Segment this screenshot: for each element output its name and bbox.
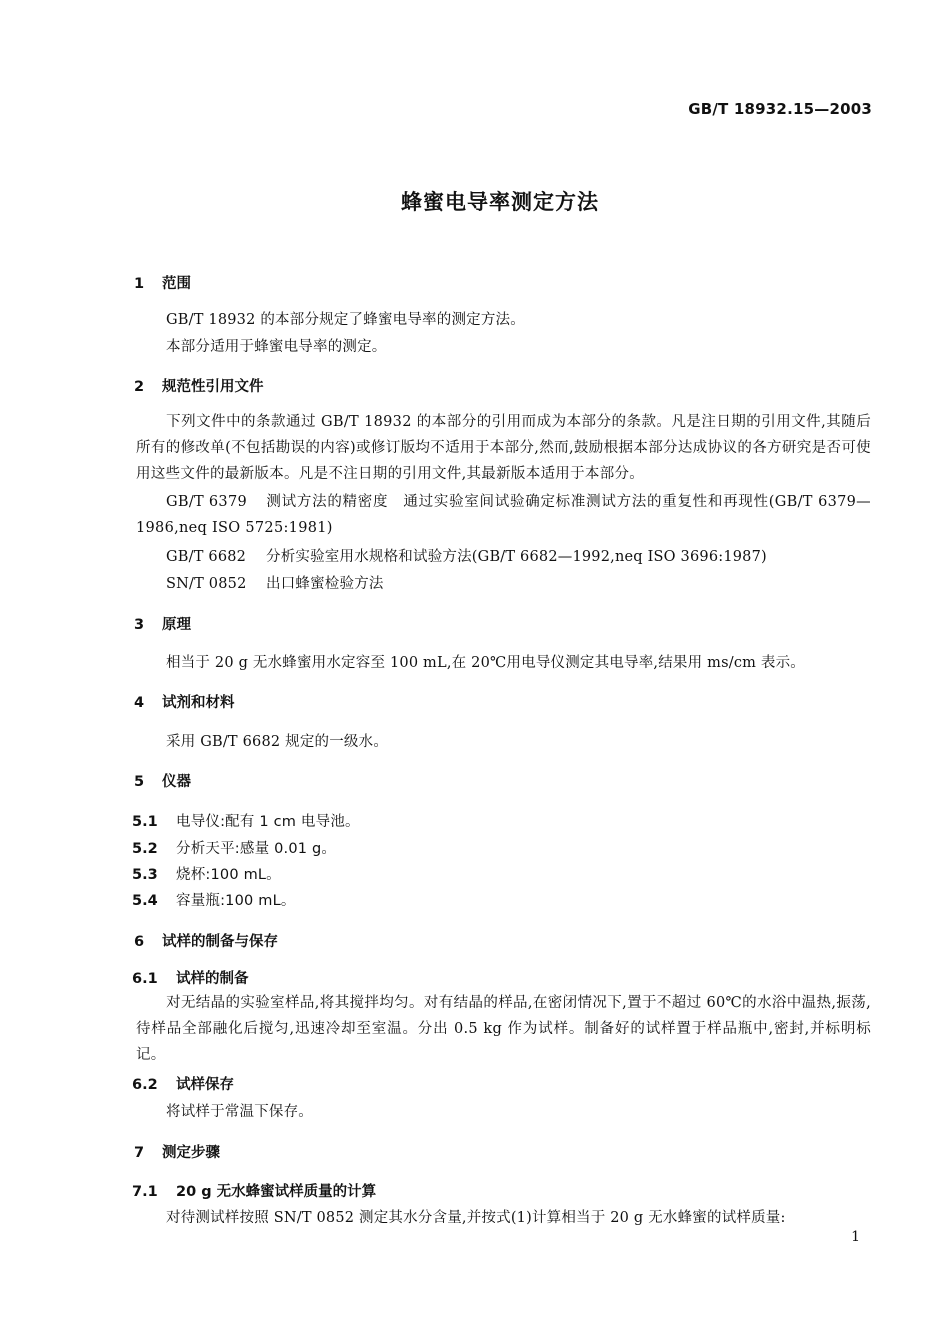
section-title: 规范性引用文件 (162, 379, 264, 395)
clause-title: 试样保存 (176, 1077, 234, 1093)
clause-6-1-heading (132, 967, 249, 988)
reference-gbt6682 (166, 545, 767, 566)
reference-text: 测试方法的精密度 通过实验室间试验确定标准测试方法的重复性和再现性(GB/T 6379—1986,neq ISO 5725:1981) (136, 494, 871, 536)
reference-code: GB/T 6379 (166, 494, 248, 510)
section-1-paragraph-2: 本部分适用于蜂蜜电导率的测定。 (166, 339, 387, 355)
clause-text: 电导仪:配有 1 cm 电导池。 (176, 814, 360, 830)
section-5-heading (134, 770, 191, 791)
section-number: 1 (134, 276, 145, 292)
clause-title: 20 g 无水蜂蜜试样质量的计算 (176, 1184, 377, 1200)
clause-number: 5.2 (132, 841, 158, 857)
reference-code: GB/T 6682 (166, 549, 247, 565)
reference-snt0852 (166, 572, 384, 593)
section-title: 原理 (162, 617, 191, 633)
section-title: 范围 (162, 276, 191, 292)
section-1-paragraph-1: GB/T 18932 的本部分规定了蜂蜜电导率的测定方法。 (166, 312, 525, 328)
reference-text: 出口蜂蜜检验方法 (266, 576, 384, 592)
clause-5-1 (132, 810, 360, 831)
standard-number: GB/T 18932.15—2003 (688, 100, 872, 118)
reference-text: 分析实验室用水规格和试验方法(GB/T 6682—1992,neq ISO 3696:1987) (266, 549, 767, 565)
section-title: 仪器 (162, 774, 191, 790)
section-title: 测定步骤 (162, 1145, 220, 1161)
clause-7-1-paragraph: 对待测试样按照 SN/T 0852 测定其水分含量,并按式(1)计算相当于 20 g 无水蜂蜜的试样质量: (166, 1210, 786, 1226)
section-2-heading (134, 375, 264, 396)
clause-5-3 (132, 863, 281, 884)
clause-7-1-heading (132, 1180, 376, 1201)
section-number: 4 (134, 695, 145, 711)
section-title: 试样的制备与保存 (162, 934, 278, 950)
section-6-heading (134, 930, 278, 951)
section-2-paragraph-1 (136, 409, 871, 487)
clause-number: 5.4 (132, 893, 158, 909)
clause-number: 5.3 (132, 867, 158, 883)
clause-6-2-heading (132, 1073, 234, 1094)
clause-title: 试样的制备 (176, 971, 249, 987)
section-3-heading (134, 613, 191, 634)
section-number: 2 (134, 379, 145, 395)
section-4-heading (134, 691, 235, 712)
reference-gbt6379 (136, 489, 871, 541)
clause-5-2 (132, 837, 336, 858)
section-number: 6 (134, 934, 145, 950)
clause-number: 6.2 (132, 1077, 158, 1093)
clause-6-1-paragraph (136, 990, 871, 1068)
section-number: 7 (134, 1145, 145, 1161)
section-7-heading (134, 1141, 220, 1162)
section-title: 试剂和材料 (162, 695, 235, 711)
document-title: 蜂蜜电导率测定方法 (401, 190, 599, 214)
clause-text: 分析天平:感量 0.01 g。 (176, 841, 337, 857)
section-number: 3 (134, 617, 145, 633)
clause-text: 容量瓶:100 mL。 (176, 893, 296, 909)
paragraph-text: 下列文件中的条款通过 GB/T 18932 的本部分的引用而成为本部分的条款。凡是注日期的引用文件,其随后所有的修改单(不包括勘误的内容)或修订版均不适用于本部分,然而,鼓励根据本部分达成协议的各方研究是否可使用这些文件的最新版本。凡是不注日期的引用文件,其最新版本适用于本部分。 (136, 414, 871, 482)
clause-5-4 (132, 889, 296, 910)
section-4-paragraph-1: 采用 GB/T 6682 规定的一级水。 (166, 734, 389, 750)
section-1-heading (134, 272, 191, 293)
section-number: 5 (134, 774, 145, 790)
clause-number: 7.1 (132, 1184, 158, 1200)
clause-number: 6.1 (132, 971, 158, 987)
paragraph-text: 对无结晶的实验室样品,将其搅拌均匀。对有结晶的样品,在密闭情况下,置于不超过 60℃的水浴中温热,振荡,待样品全部融化后搅匀,迅速冷却至室温。分出 0.5 kg 作为试样。制备好的试样置于样品瓶中,密封,并标明标记。 (136, 995, 871, 1063)
page-number: 1 (851, 1229, 860, 1245)
clause-number: 5.1 (132, 814, 158, 830)
clause-6-2-paragraph: 将试样于常温下保存。 (166, 1104, 313, 1120)
section-3-paragraph-1: 相当于 20 g 无水蜂蜜用水定容至 100 mL,在 20℃用电导仪测定其电导率,结果用 ms/cm 表示。 (166, 655, 805, 671)
reference-code: SN/T 0852 (166, 576, 247, 592)
clause-text: 烧杯:100 mL。 (176, 867, 281, 883)
